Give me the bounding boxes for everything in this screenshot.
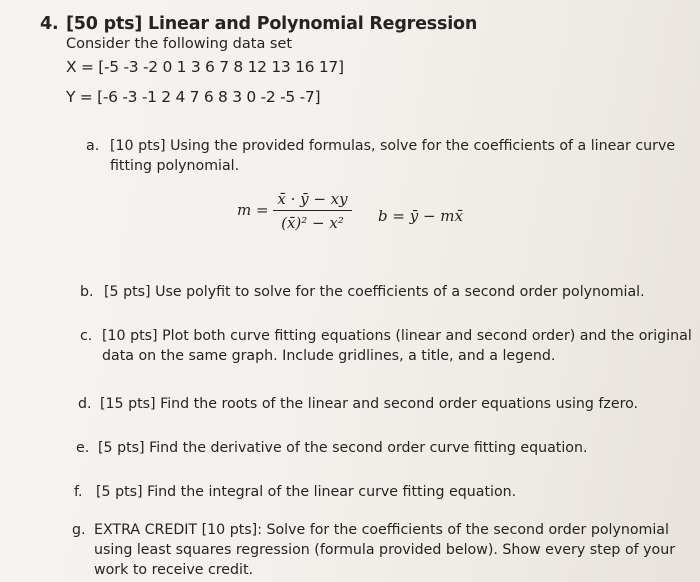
slope-formula [237,190,352,232]
intercept-formula: b = ȳ − mx̄ [378,207,463,225]
item-letter: b. [80,284,94,300]
item-letter: g. [72,522,86,538]
item-text-line: [5 pts] Use polyfit to solve for the coefficients of a second order polynomial. [104,284,645,300]
item-text-line: [15 pts] Find the roots of the linear and second order equations using fzero. [100,396,639,412]
item-text-line: [5 pts] Find the derivative of the second order curve fitting equation. [98,440,588,456]
item-text-line: [5 pts] Find the integral of the linear curve fitting equation. [96,484,517,500]
item-f [74,482,634,502]
problem-title-text: [50 pts] Linear and Polynomial Regression [66,14,478,34]
item-text-line: fitting polynomial. [110,158,240,174]
item-g [72,520,676,580]
slope-denominator: (x̄)² − x² [281,214,344,232]
item-b [80,282,645,302]
item-d [78,394,638,414]
item-e [76,438,636,458]
slope-lhs: m = [237,201,269,219]
item-text-line: EXTRA CREDIT [10 pts]: Solve for the coefficients of the second order polynomial [94,522,669,538]
item-letter: e. [76,440,90,456]
item-text-line: [10 pts] Using the provided formulas, solve for the coefficients of a linear curve [110,138,676,154]
x-data-line: X = [-5 -3 -2 0 1 3 6 7 8 12 13 16 17] [66,58,344,76]
slope-fraction [273,190,351,232]
item-letter: a. [86,138,100,154]
item-c [80,326,692,366]
item-text-line: using least squares regression (formula provided below). Show every step of your [94,542,676,558]
slope-numerator: x̄ · ȳ − xy [273,190,351,211]
item-a [86,136,676,176]
item-letter: f. [74,484,83,500]
item-text-line: [10 pts] Plot both curve fitting equations (linear and second order) and the original [102,328,692,344]
item-letter: d. [78,396,92,412]
problem-number: 4. [40,14,59,34]
problem-intro: Consider the following data set [66,36,293,52]
item-letter: c. [80,328,93,344]
y-data-line: Y = [-6 -3 -1 2 4 7 6 8 3 0 -2 -5 -7] [66,88,321,106]
item-text-line: data on the same graph. Include gridlines, a title, and a legend. [102,348,556,364]
problem-title [40,14,477,34]
item-text-line: work to receive credit. [94,562,254,578]
